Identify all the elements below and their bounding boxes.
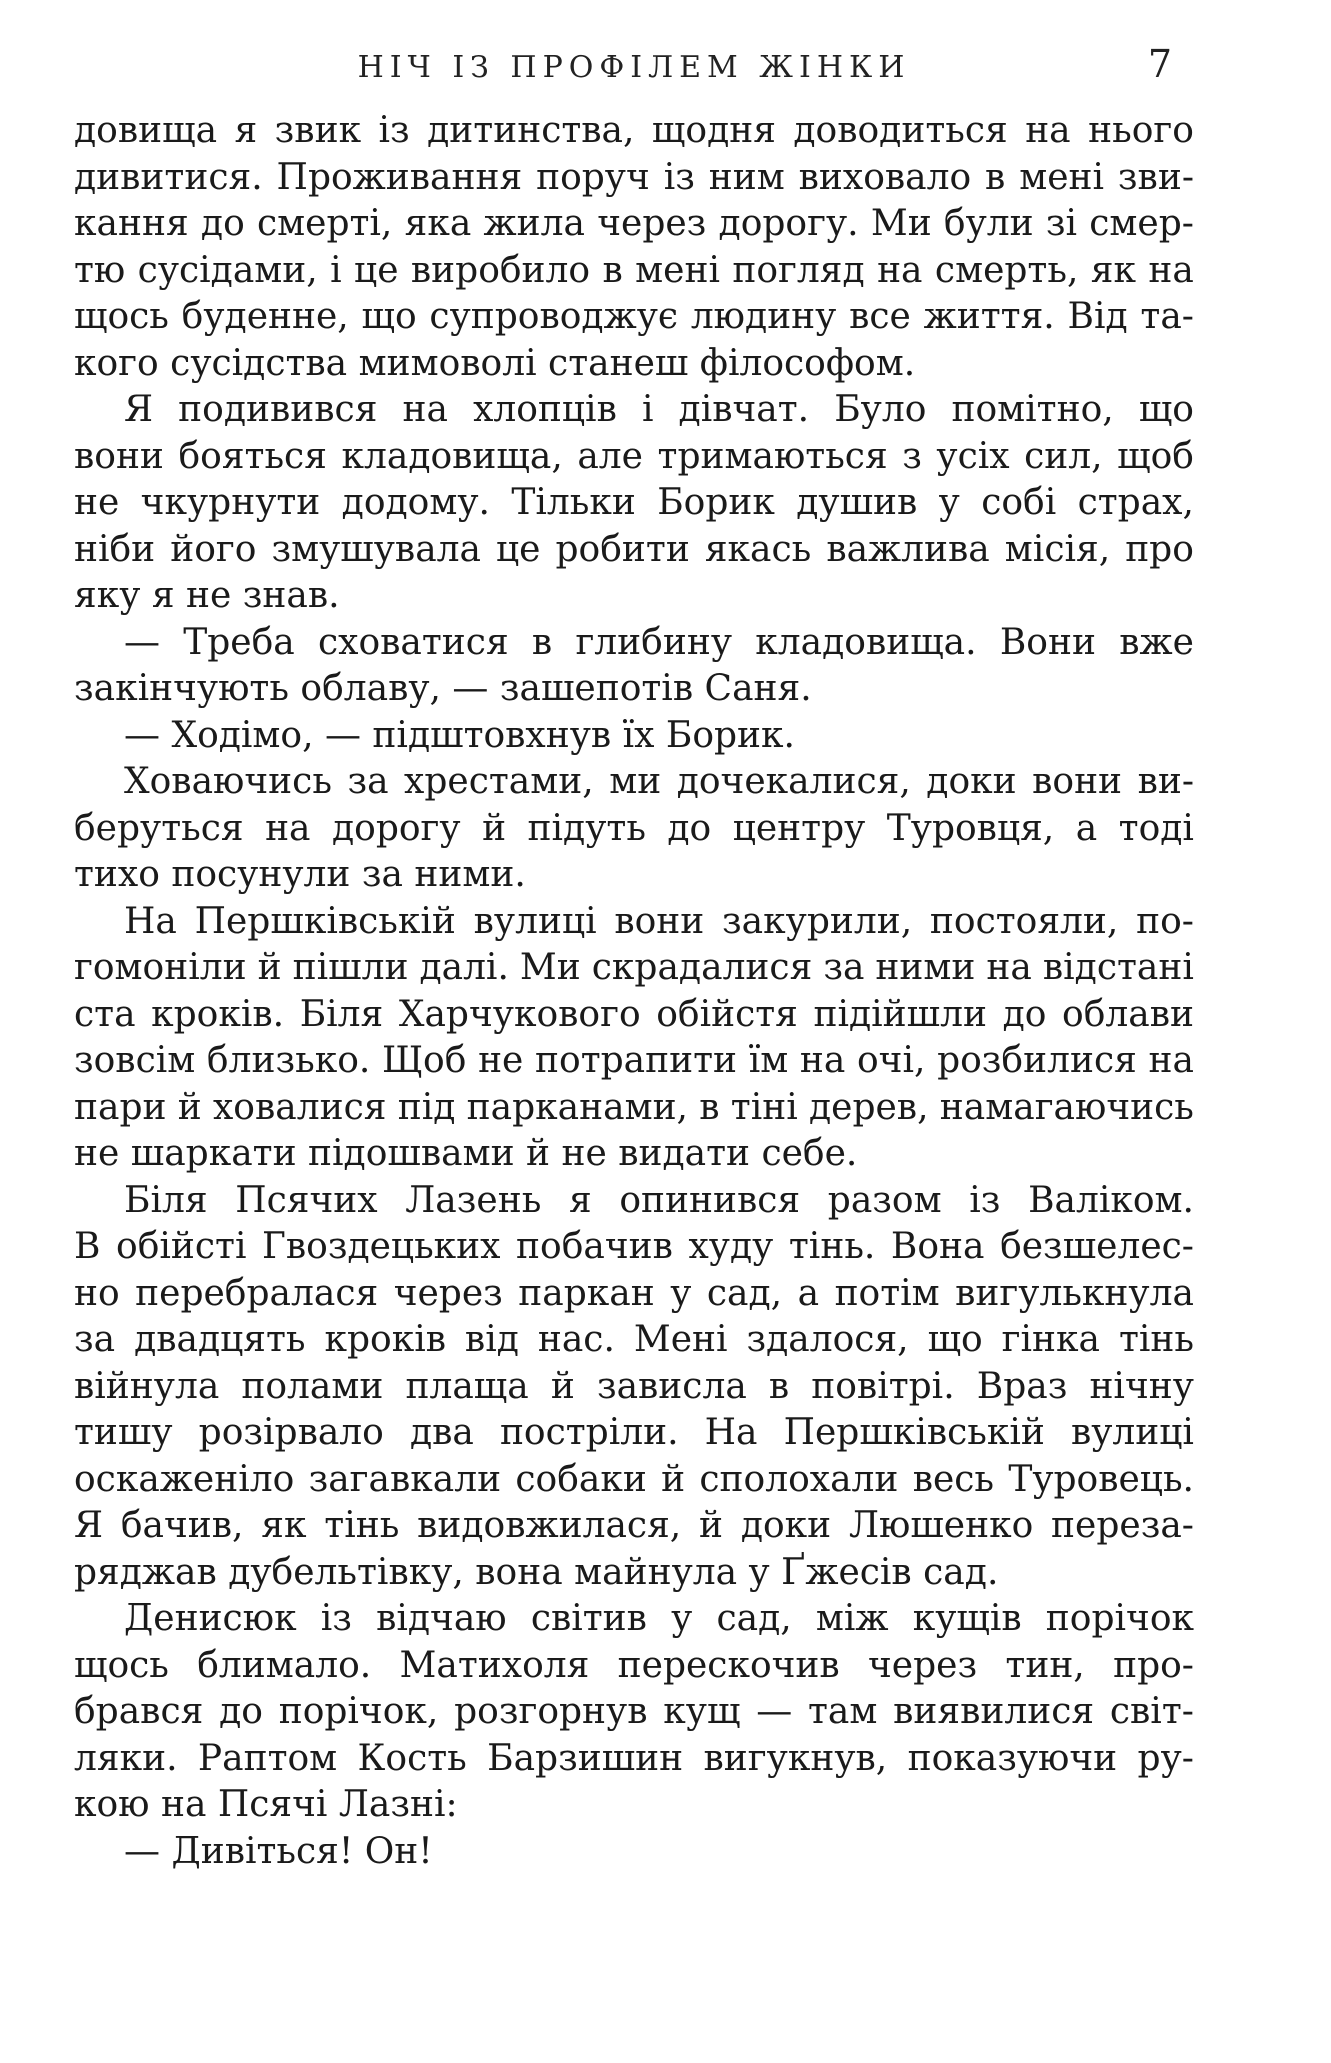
text-line: ста кроків. Біля Харчукового обійстя підійшли до облави [74,993,1194,1035]
text-line: — Треба сховатися в глибину кладовища. Вони вже [124,621,1194,663]
text-line: — Дивіться! Он! [124,1830,433,1872]
text-line: В обійсті Гвоздецьких побачив худу тінь. Вона безшелес- [74,1226,1194,1267]
text-line: кою на Псячі Лазні: [74,1784,458,1825]
text-line: щось блимало. Матихоля перескочив через тин, про- [74,1644,1194,1686]
text-line: ряджав дубельтівку, вона майнула у Ґжесів сад. [74,1551,999,1593]
text-line: но перебралася через паркан у сад, а потім вигулькнула [74,1272,1194,1314]
text-line: не чкурнути додому. Тільки Борик душив у собі страх, [74,482,1194,523]
text-line: кого сусідства мимоволі станеш філософом. [74,342,916,384]
running-title: НІЧ ІЗ ПРОФІЛЕМ ЖІНКИ [357,50,911,85]
text-line: Ховаючись за хрестами, ми дочекалися, доки вони ви- [124,761,1194,802]
text-line: ніби його змушувала це робити якась важлива місія, про [74,528,1194,570]
text-line: брався до порічок, розгорнув кущ — там виявилися світ- [74,1691,1194,1732]
text-line: тихо посунули за ними. [74,854,526,895]
page-number: 7 [1147,42,1172,86]
text-line: щось буденне, що супроводжує людину все життя. Від та- [74,296,1194,337]
text-line: за двадцять кроків від нас. Мені здалося, що гінка тінь [74,1319,1194,1360]
text-line: кання до смерті, яка жила через дорогу. Ми були зі смер- [74,203,1194,244]
text-line: ляки. Раптом Кость Барзишин вигукнув, показуючи ру- [74,1737,1194,1779]
text-line: тю сусідами, і це виробило в мені погляд на смерть, як на [74,249,1194,291]
text-line: беруться на дорогу й підуть до центру Туровця, а тоді [74,807,1194,849]
text-line: гомоніли й пішли далі. Ми скрадалися за ними на відстані [74,947,1194,988]
text-line: зовсім близько. Щоб не потрапити їм на очі, розбилися на [74,1040,1194,1081]
text-line: Біля Псячих Лазень я опинився разом із Валіком. [124,1179,1194,1221]
text-line: Денисюк із відчаю світив у сад, між кущів порічок [124,1598,1194,1639]
text-line: — Ходімо, — підштовхнув їх Борик. [124,714,795,756]
text-line: довища я звик із дитинства, щодня доводиться на нього [74,110,1194,151]
running-header [74,42,1194,102]
text-line: Я подивився на хлопців і дівчат. Було помітно, що [124,389,1194,430]
text-line: війнула полами плаща й зависла в повітрі. Враз нічну [74,1365,1194,1407]
body-text [74,108,1194,1875]
text-line: не шаркати підошвами й не видати себе. [74,1133,858,1174]
text-line: оскаженіло загавкали собаки й сполохали весь Туровець. [74,1458,1194,1500]
text-line: пари й ховалися під парканами, в тіні дерев, намагаючись [74,1086,1194,1128]
text-line: Я бачив, як тінь видовжилася, й доки Люшенко переза- [74,1505,1194,1546]
text-line: дивитися. Проживання поруч із ним виховало в мені зви- [74,156,1194,198]
text-line: яку я не знав. [74,575,340,616]
text-line: тишу розірвало два постріли. На Першківській вулиці [74,1412,1194,1453]
text-line: На Першківській вулиці вони закурили, постояли, по- [124,900,1194,942]
text-line: закінчують облаву, — зашепотів Саня. [74,668,812,709]
text-line: вони бояться кладовища, але тримаються з усіх сил, щоб [74,435,1194,477]
